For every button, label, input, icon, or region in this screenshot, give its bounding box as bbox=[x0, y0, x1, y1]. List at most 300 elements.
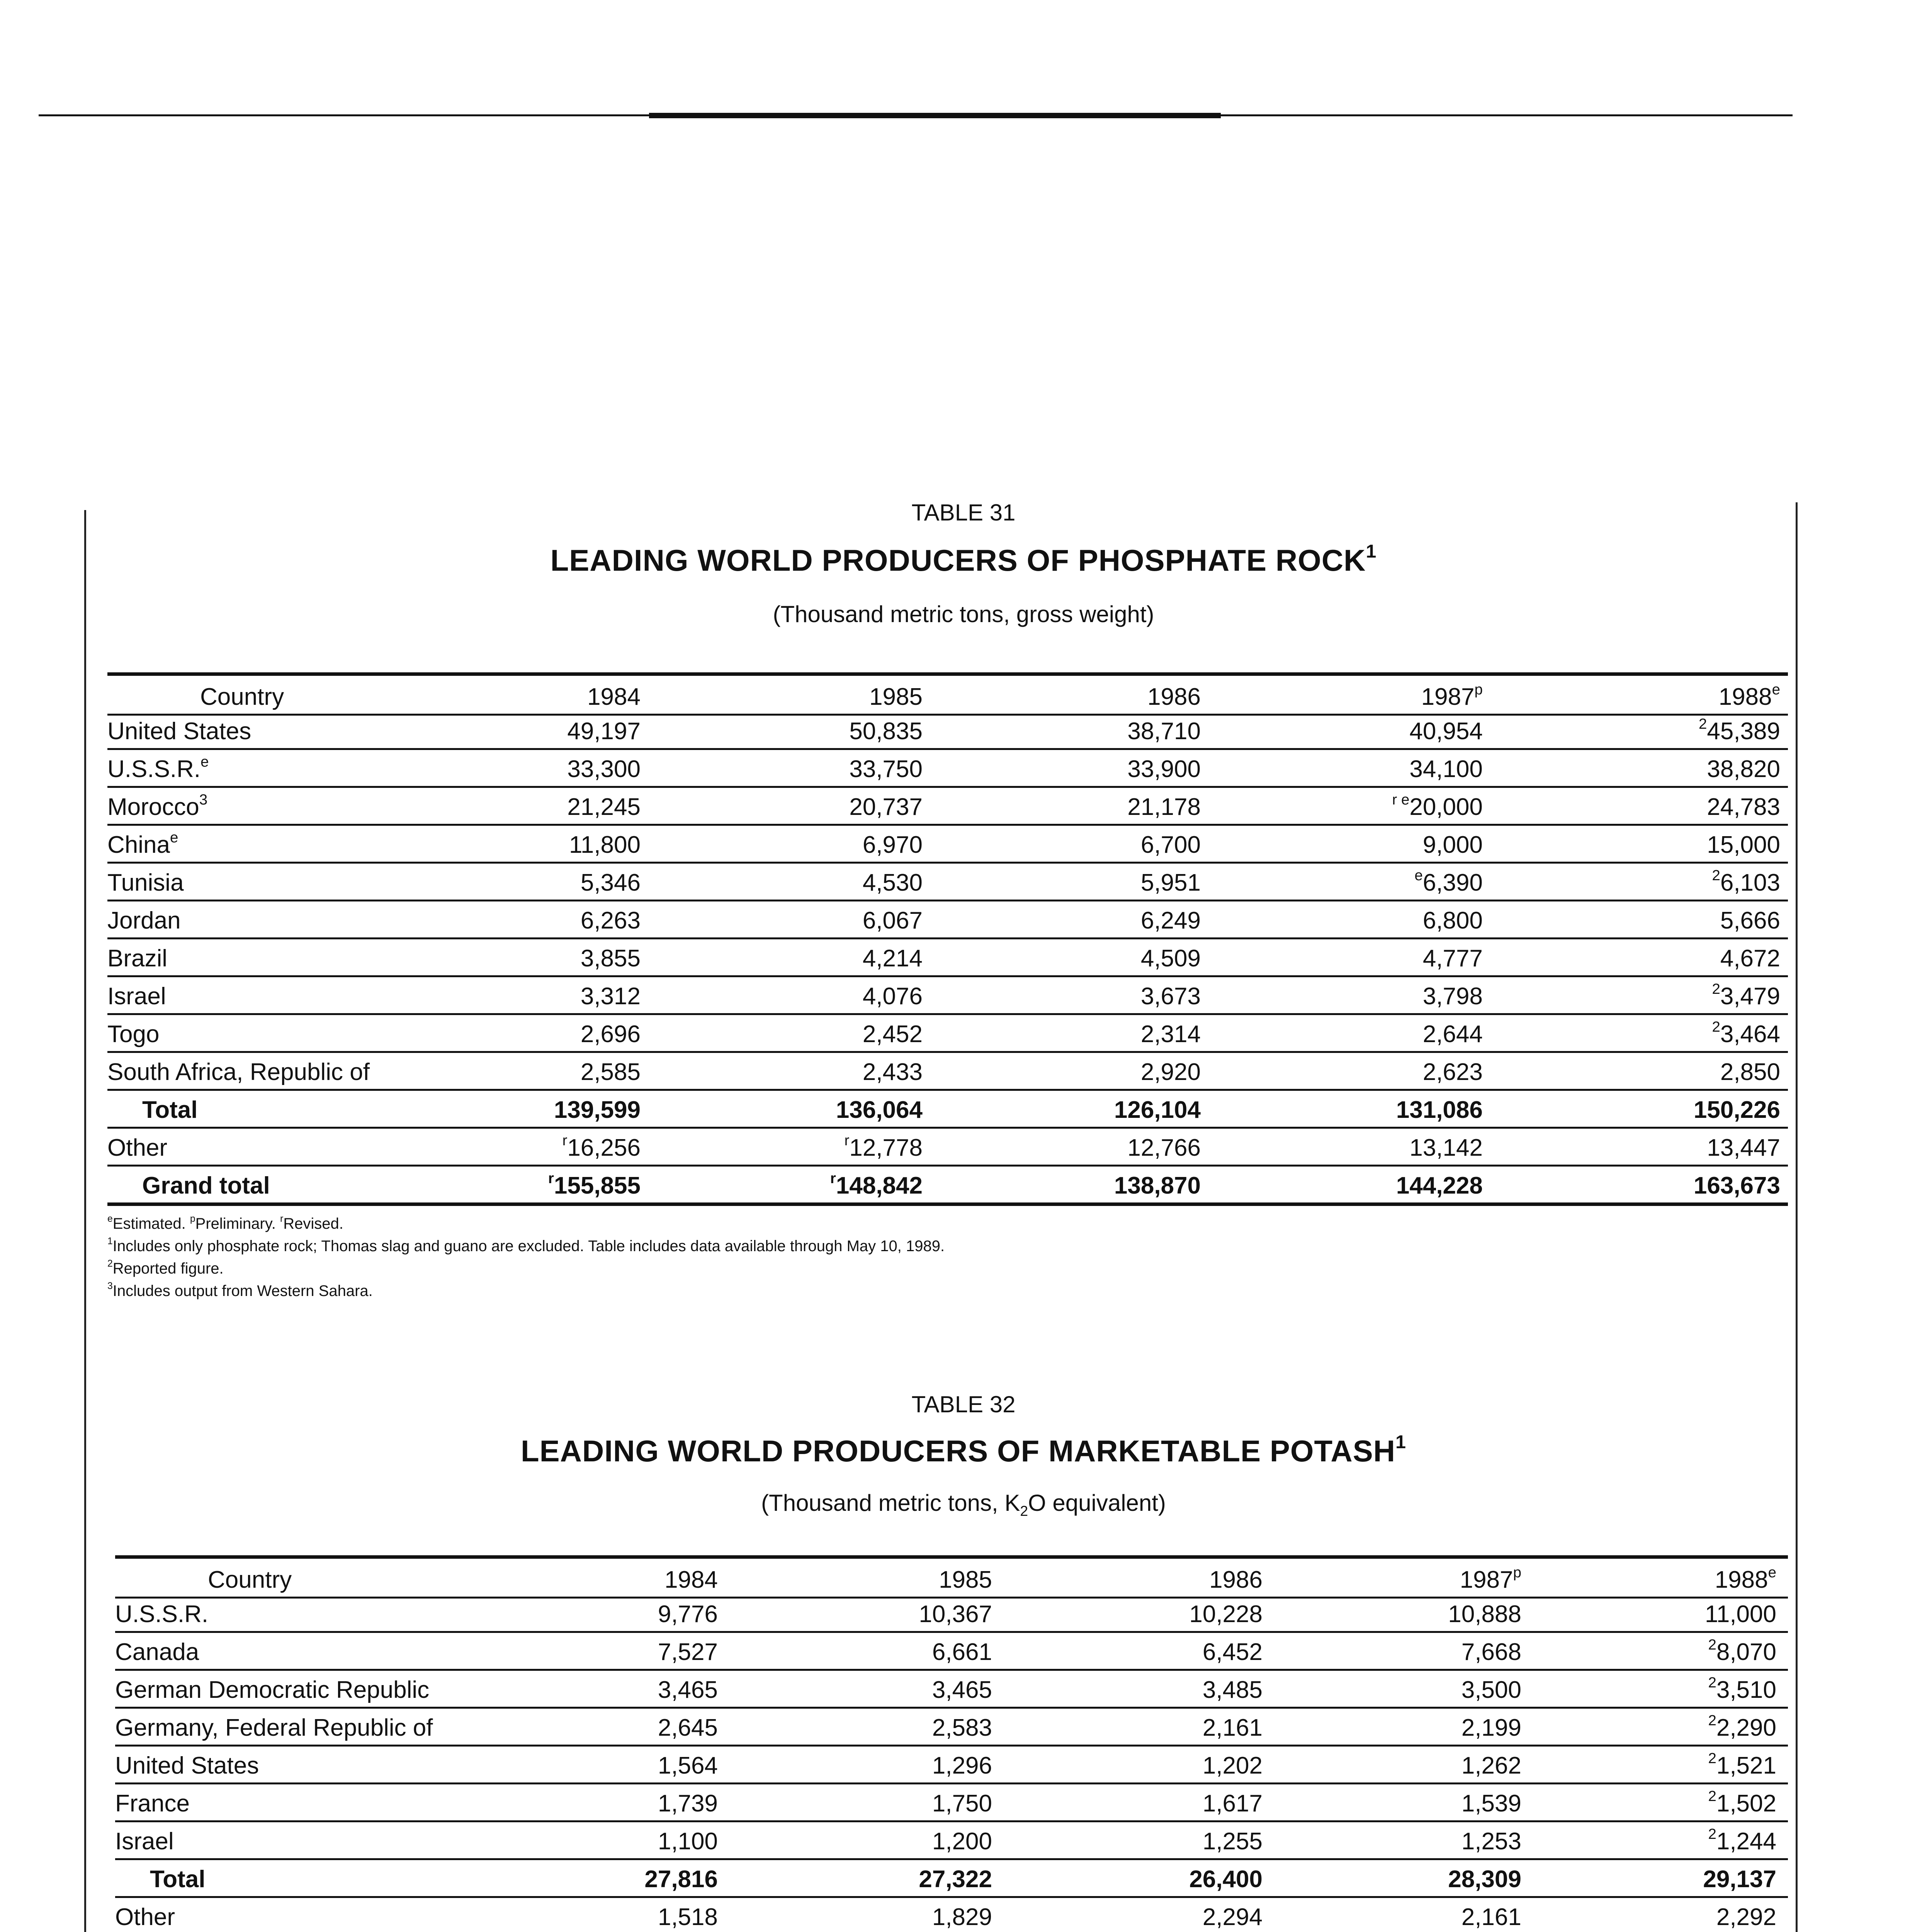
footnote-marker: 3 bbox=[107, 1281, 113, 1291]
value-cell-1987 bbox=[1461, 1714, 1521, 1742]
table31-header-1988 bbox=[1719, 683, 1780, 711]
value-cell-1988 bbox=[1720, 945, 1780, 972]
value: 131,086 bbox=[1396, 1097, 1483, 1123]
value-footnote: r e bbox=[1392, 791, 1410, 808]
value-cell-1985 bbox=[863, 869, 923, 896]
footnote-marker: 1 bbox=[107, 1236, 113, 1247]
value-footnote: r bbox=[830, 1170, 836, 1187]
value: 13,447 bbox=[1707, 1134, 1780, 1161]
value-cell-1985 bbox=[863, 1058, 923, 1086]
value: 5,346 bbox=[580, 869, 641, 896]
value: 1,244 bbox=[1716, 1828, 1776, 1855]
footnote-text: Includes output from Western Sahara. bbox=[112, 1282, 373, 1299]
value: 6,067 bbox=[862, 907, 923, 934]
value-cell-1986 bbox=[1127, 718, 1201, 745]
table32-header-label: 1987 bbox=[1460, 1566, 1513, 1593]
value-cell-1984 bbox=[567, 718, 641, 745]
value-cell-1986 bbox=[1203, 1676, 1263, 1704]
footnote-text: Revised. bbox=[283, 1215, 343, 1232]
value: 40,954 bbox=[1409, 718, 1483, 745]
value-cell-1984 bbox=[644, 1866, 718, 1893]
value: 2,294 bbox=[1202, 1904, 1263, 1930]
table-row bbox=[115, 1858, 1788, 1898]
value-cell-1985 bbox=[932, 1790, 992, 1817]
country-name: United States bbox=[115, 1752, 259, 1779]
value: 2,623 bbox=[1422, 1059, 1483, 1085]
value: 3,464 bbox=[1720, 1021, 1780, 1048]
value-cell-1985 bbox=[932, 1828, 992, 1855]
table-row bbox=[107, 900, 1788, 939]
value: 4,530 bbox=[862, 869, 923, 896]
table-row bbox=[107, 748, 1788, 788]
value: 1,539 bbox=[1461, 1790, 1521, 1817]
value: 24,783 bbox=[1707, 794, 1780, 820]
value-footnote: 2 bbox=[1712, 980, 1720, 997]
value-cell-1987 bbox=[1423, 907, 1483, 934]
value-cell-1986 bbox=[1127, 1134, 1201, 1162]
value-cell-1984 bbox=[658, 1638, 718, 1666]
value-footnote: r bbox=[548, 1170, 554, 1187]
value: 33,900 bbox=[1127, 756, 1201, 782]
value: 13,142 bbox=[1409, 1134, 1483, 1161]
table-row bbox=[107, 786, 1788, 826]
value: 3,500 bbox=[1461, 1677, 1521, 1703]
value: 20,000 bbox=[1409, 794, 1483, 820]
value-cell-1988 bbox=[1712, 869, 1780, 896]
country-name: South Africa, Republic of bbox=[107, 1059, 370, 1085]
country-cell bbox=[107, 831, 178, 859]
value: 5,666 bbox=[1720, 907, 1780, 934]
value-cell-1985 bbox=[863, 945, 923, 972]
country-name: Germany, Federal Republic of bbox=[115, 1714, 433, 1741]
country-cell bbox=[107, 718, 251, 745]
table31-title-footnote: 1 bbox=[1366, 541, 1377, 562]
footnote-line bbox=[107, 1213, 1769, 1235]
value-footnote: 2 bbox=[1712, 1018, 1720, 1035]
value-cell-1985 bbox=[845, 1134, 923, 1162]
value-footnote: 2 bbox=[1708, 1712, 1716, 1729]
country-cell bbox=[115, 1752, 259, 1779]
value: 12,766 bbox=[1127, 1134, 1201, 1161]
table32-subtitle-post: O equivalent) bbox=[1028, 1490, 1166, 1516]
value-cell-1986 bbox=[1141, 831, 1201, 859]
table31-header-label: 1984 bbox=[587, 684, 641, 710]
country-cell bbox=[107, 869, 184, 896]
value-cell-1987 bbox=[1461, 1903, 1521, 1931]
value-cell-1985 bbox=[849, 718, 923, 745]
value: 6,263 bbox=[580, 907, 641, 934]
table31-header-label: 1988 bbox=[1718, 684, 1772, 710]
country-name: China bbox=[107, 832, 170, 858]
table32-header-1985 bbox=[939, 1566, 992, 1594]
value: 21,178 bbox=[1127, 794, 1201, 820]
value-cell-1985 bbox=[836, 1096, 923, 1124]
value: 5,951 bbox=[1140, 869, 1201, 896]
table-row bbox=[107, 1089, 1788, 1129]
value: 2,583 bbox=[932, 1714, 992, 1741]
value: 3,479 bbox=[1720, 983, 1780, 1010]
value: 138,870 bbox=[1114, 1172, 1201, 1199]
value: 1,296 bbox=[932, 1752, 992, 1779]
right-margin-rule bbox=[1796, 502, 1798, 1932]
value: 2,290 bbox=[1716, 1714, 1776, 1741]
value-cell-1984 bbox=[569, 831, 641, 859]
value: 4,509 bbox=[1140, 945, 1201, 972]
value-cell-1987 bbox=[1461, 1752, 1521, 1779]
table32-header-label: 1984 bbox=[664, 1566, 718, 1593]
value-cell-1988 bbox=[1708, 1825, 1776, 1855]
value-cell-1988 bbox=[1703, 1866, 1776, 1893]
value-cell-1988 bbox=[1707, 831, 1780, 859]
value-cell-1984 bbox=[562, 1134, 641, 1162]
country-name: France bbox=[115, 1790, 190, 1817]
table32-header-1984 bbox=[664, 1566, 718, 1594]
value-cell-1986 bbox=[1141, 1020, 1201, 1048]
value-cell-1987 bbox=[1396, 1172, 1483, 1199]
value-cell-1987 bbox=[1461, 1828, 1521, 1855]
table32-title-text: LEADING WORLD PRODUCERS OF MARKETABLE POTASH bbox=[521, 1434, 1396, 1468]
value-cell-1988 bbox=[1707, 755, 1780, 783]
value: 6,452 bbox=[1202, 1639, 1263, 1665]
value-footnote: e bbox=[1414, 867, 1423, 884]
value: 16,256 bbox=[567, 1134, 641, 1161]
value: 27,816 bbox=[644, 1866, 718, 1893]
value: 28,309 bbox=[1448, 1866, 1521, 1893]
value-cell-1984 bbox=[548, 1172, 641, 1199]
value-cell-1987 bbox=[1423, 831, 1483, 859]
top-rule-thick bbox=[649, 113, 1221, 118]
value-cell-1986 bbox=[1141, 983, 1201, 1010]
value: 2,161 bbox=[1202, 1714, 1263, 1741]
value-cell-1984 bbox=[567, 755, 641, 783]
footnote-line bbox=[107, 1235, 1769, 1257]
table31-header-sup: p bbox=[1474, 681, 1483, 698]
value: 9,000 bbox=[1422, 832, 1483, 858]
table-row bbox=[107, 824, 1788, 864]
value: 4,076 bbox=[862, 983, 923, 1010]
table31-subtitle: (Thousand metric tons, gross weight) bbox=[773, 601, 1154, 627]
value-cell-1986 bbox=[1127, 793, 1201, 821]
value: 2,645 bbox=[658, 1714, 718, 1741]
table-row bbox=[107, 975, 1788, 1015]
value-cell-1986 bbox=[1203, 1828, 1263, 1855]
value-cell-1988 bbox=[1705, 1600, 1776, 1628]
country-cell bbox=[107, 1058, 370, 1086]
table31-header-label: 1987 bbox=[1421, 684, 1475, 710]
value: 1,564 bbox=[658, 1752, 718, 1779]
value-cell-1987 bbox=[1392, 793, 1483, 821]
table32-title-footnote: 1 bbox=[1395, 1431, 1406, 1452]
table32-header-label: 1985 bbox=[939, 1566, 992, 1593]
value-cell-1984 bbox=[658, 1828, 718, 1855]
value: 1,502 bbox=[1716, 1790, 1776, 1817]
value: 4,777 bbox=[1422, 945, 1483, 972]
value: 3,485 bbox=[1202, 1677, 1263, 1703]
value: 6,970 bbox=[862, 832, 923, 858]
table31-header-row bbox=[107, 672, 1788, 716]
table32-header-country bbox=[208, 1566, 292, 1594]
value-cell-1986 bbox=[1203, 1790, 1263, 1817]
value-cell-1985 bbox=[849, 755, 923, 783]
value: 1,617 bbox=[1202, 1790, 1263, 1817]
value: 34,100 bbox=[1409, 756, 1483, 782]
value: 26,400 bbox=[1189, 1866, 1263, 1893]
value: 38,710 bbox=[1127, 718, 1201, 745]
country-footnote: e bbox=[170, 829, 178, 846]
value-cell-1984 bbox=[554, 1096, 641, 1124]
value: 150,226 bbox=[1693, 1097, 1780, 1123]
table-row bbox=[107, 862, 1788, 901]
value-footnote: 2 bbox=[1708, 1787, 1716, 1804]
value: 6,800 bbox=[1422, 907, 1483, 934]
table-row bbox=[107, 1127, 1788, 1167]
country-footnote: e bbox=[201, 753, 209, 770]
value: 1,255 bbox=[1202, 1828, 1263, 1855]
value-cell-1987 bbox=[1414, 869, 1483, 896]
table32-number: TABLE 32 bbox=[911, 1391, 1016, 1417]
value: 33,750 bbox=[849, 756, 923, 782]
value: 1,200 bbox=[932, 1828, 992, 1855]
value: 2,433 bbox=[862, 1059, 923, 1085]
value: 2,585 bbox=[580, 1059, 641, 1085]
value-cell-1986 bbox=[1189, 1866, 1263, 1893]
value-cell-1988 bbox=[1708, 1752, 1776, 1779]
value: 4,672 bbox=[1720, 945, 1780, 972]
country-cell bbox=[115, 1676, 429, 1704]
value-cell-1987 bbox=[1409, 755, 1483, 783]
value: 139,599 bbox=[554, 1097, 641, 1123]
table32-subtitle bbox=[0, 1490, 1927, 1519]
value: 1,262 bbox=[1461, 1752, 1521, 1779]
value-cell-1987 bbox=[1409, 1134, 1483, 1162]
value: 50,835 bbox=[849, 718, 923, 745]
country-name: U.S.S.R. bbox=[107, 756, 201, 782]
footnote-line bbox=[107, 1280, 1769, 1302]
value-cell-1985 bbox=[919, 1600, 992, 1628]
value-cell-1986 bbox=[1114, 1172, 1201, 1199]
value: 155,855 bbox=[554, 1172, 641, 1199]
country-name: Canada bbox=[115, 1639, 199, 1665]
value-cell-1988 bbox=[1707, 793, 1780, 821]
value: 3,465 bbox=[658, 1677, 718, 1703]
value: 2,199 bbox=[1461, 1714, 1521, 1741]
value: 2,696 bbox=[580, 1021, 641, 1048]
country-name: U.S.S.R. bbox=[115, 1601, 209, 1628]
table32-header-1988 bbox=[1715, 1566, 1776, 1594]
table32-title bbox=[0, 1431, 1927, 1469]
value-cell-1987 bbox=[1423, 1058, 1483, 1086]
table-row bbox=[115, 1593, 1788, 1633]
table-row bbox=[115, 1707, 1788, 1747]
value-footnote: r bbox=[844, 1132, 850, 1149]
country-name: Jordan bbox=[107, 907, 181, 934]
value: 10,228 bbox=[1189, 1601, 1263, 1628]
table31-number: TABLE 31 bbox=[911, 500, 1016, 526]
value: 10,888 bbox=[1448, 1601, 1521, 1628]
value-cell-1988 bbox=[1716, 1903, 1776, 1931]
value: 20,737 bbox=[849, 794, 923, 820]
table32-header-1987 bbox=[1460, 1566, 1521, 1594]
value: 6,661 bbox=[932, 1639, 992, 1665]
value-cell-1986 bbox=[1141, 907, 1201, 934]
country-name: Israel bbox=[115, 1828, 174, 1855]
value: 2,292 bbox=[1716, 1904, 1776, 1930]
value-cell-1984 bbox=[658, 1676, 718, 1704]
value: 148,842 bbox=[836, 1172, 923, 1199]
country-cell bbox=[115, 1828, 174, 1855]
value: 144,228 bbox=[1396, 1172, 1483, 1199]
value-cell-1986 bbox=[1141, 945, 1201, 972]
value: 3,465 bbox=[932, 1677, 992, 1703]
value-cell-1986 bbox=[1127, 755, 1201, 783]
value-cell-1986 bbox=[1141, 869, 1201, 896]
country-cell bbox=[107, 1020, 159, 1048]
value-cell-1984 bbox=[581, 945, 641, 972]
value: 2,850 bbox=[1720, 1059, 1780, 1085]
table-row bbox=[115, 1669, 1788, 1709]
value-cell-1984 bbox=[658, 1790, 718, 1817]
value: 7,668 bbox=[1461, 1639, 1521, 1665]
table32-header-sup: p bbox=[1513, 1564, 1521, 1581]
value: 15,000 bbox=[1707, 832, 1780, 858]
table31-header-1987 bbox=[1421, 683, 1483, 711]
value-cell-1985 bbox=[863, 831, 923, 859]
value: 163,673 bbox=[1693, 1172, 1780, 1199]
table31-notes bbox=[107, 1213, 1769, 1302]
table-row bbox=[107, 1013, 1788, 1053]
value-cell-1984 bbox=[581, 1058, 641, 1086]
value-cell-1988 bbox=[1712, 980, 1780, 1010]
country-cell bbox=[115, 1714, 433, 1742]
value-cell-1985 bbox=[863, 1020, 923, 1048]
table31-header-1984 bbox=[587, 683, 641, 711]
value-cell-1986 bbox=[1203, 1903, 1263, 1931]
value-footnote: 2 bbox=[1712, 867, 1720, 884]
table-row bbox=[115, 1820, 1788, 1860]
table32-header-sup: e bbox=[1768, 1564, 1776, 1581]
value-cell-1985 bbox=[863, 907, 923, 934]
value-cell-1985 bbox=[849, 793, 923, 821]
value-cell-1984 bbox=[581, 983, 641, 1010]
footnote-marker: p bbox=[190, 1213, 195, 1224]
value: 1,739 bbox=[658, 1790, 718, 1817]
value: 29,137 bbox=[1703, 1866, 1776, 1893]
value-footnote: 2 bbox=[1708, 1825, 1716, 1842]
value-cell-1988 bbox=[1698, 715, 1780, 745]
value-cell-1988 bbox=[1708, 1714, 1776, 1742]
country-cell bbox=[107, 945, 167, 972]
table31-header-label: 1986 bbox=[1147, 684, 1201, 710]
country-cell bbox=[115, 1638, 199, 1666]
value: 11,800 bbox=[569, 832, 641, 858]
value: 4,214 bbox=[862, 945, 923, 972]
value: 136,064 bbox=[836, 1097, 923, 1123]
country-cell bbox=[107, 1096, 198, 1124]
value: 45,389 bbox=[1707, 718, 1780, 745]
value-cell-1984 bbox=[658, 1752, 718, 1779]
value-cell-1985 bbox=[919, 1866, 992, 1893]
value: 2,920 bbox=[1140, 1059, 1201, 1085]
value: 6,103 bbox=[1720, 869, 1780, 896]
table-row bbox=[107, 1165, 1788, 1206]
table31 bbox=[107, 672, 1788, 1202]
footnote-text: Reported figure. bbox=[112, 1260, 224, 1277]
value-footnote: 2 bbox=[1698, 715, 1707, 732]
value: 126,104 bbox=[1114, 1097, 1201, 1123]
country-cell bbox=[115, 1790, 190, 1817]
country-name: Morocco bbox=[107, 794, 199, 820]
footnote-marker: r bbox=[280, 1213, 284, 1224]
value: 1,518 bbox=[658, 1904, 718, 1930]
country-cell bbox=[107, 755, 209, 783]
country-name: Tunisia bbox=[107, 869, 184, 896]
table-row bbox=[107, 1051, 1788, 1091]
country-name: Togo bbox=[107, 1021, 160, 1048]
value-cell-1984 bbox=[581, 1020, 641, 1048]
value-cell-1988 bbox=[1720, 1058, 1780, 1086]
value: 1,521 bbox=[1716, 1752, 1776, 1779]
value: 38,820 bbox=[1707, 756, 1780, 782]
value-cell-1987 bbox=[1448, 1600, 1521, 1628]
table-row bbox=[115, 1745, 1788, 1784]
value-cell-1985 bbox=[932, 1676, 992, 1704]
country-cell bbox=[115, 1600, 208, 1628]
value: 2,644 bbox=[1422, 1021, 1483, 1048]
value-cell-1988 bbox=[1708, 1638, 1776, 1666]
country-cell bbox=[107, 793, 207, 821]
value-cell-1987 bbox=[1423, 1020, 1483, 1048]
country-name: Other bbox=[107, 1134, 168, 1161]
country-cell bbox=[107, 983, 166, 1010]
table31-header-1985 bbox=[869, 683, 923, 711]
value-cell-1985 bbox=[830, 1172, 923, 1199]
table-row bbox=[115, 1631, 1788, 1671]
country-cell bbox=[107, 907, 181, 934]
table-row bbox=[107, 710, 1788, 750]
table32-subtitle-sub: 2 bbox=[1020, 1503, 1028, 1519]
value: 8,070 bbox=[1716, 1639, 1776, 1665]
table32-header-row bbox=[115, 1555, 1788, 1599]
value-cell-1987 bbox=[1409, 718, 1483, 745]
country-cell bbox=[115, 1903, 175, 1931]
value: 12,778 bbox=[849, 1134, 923, 1161]
value-cell-1987 bbox=[1423, 945, 1483, 972]
value-cell-1988 bbox=[1712, 1020, 1780, 1048]
country-name: Brazil bbox=[107, 945, 168, 972]
country-cell bbox=[107, 1172, 270, 1199]
value: 2,314 bbox=[1140, 1021, 1201, 1048]
country-name: Total bbox=[142, 1097, 198, 1123]
value-cell-1986 bbox=[1114, 1096, 1201, 1124]
value: 1,750 bbox=[932, 1790, 992, 1817]
table31-title bbox=[0, 543, 1927, 578]
table-row bbox=[115, 1782, 1788, 1822]
value: 33,300 bbox=[567, 756, 641, 782]
value-footnote: r bbox=[562, 1132, 568, 1149]
value: 3,855 bbox=[580, 945, 641, 972]
footnote-text: Estimated. bbox=[112, 1215, 190, 1232]
table31-header-1986 bbox=[1147, 683, 1201, 711]
country-name: Other bbox=[115, 1904, 175, 1930]
value-cell-1987 bbox=[1423, 983, 1483, 1010]
value: 27,322 bbox=[919, 1866, 992, 1893]
value-cell-1985 bbox=[932, 1903, 992, 1931]
value-cell-1984 bbox=[658, 1903, 718, 1931]
table32-header-label: Country bbox=[208, 1566, 292, 1593]
table-row bbox=[115, 1896, 1788, 1932]
country-cell bbox=[115, 1866, 206, 1893]
value-cell-1987 bbox=[1461, 1790, 1521, 1817]
